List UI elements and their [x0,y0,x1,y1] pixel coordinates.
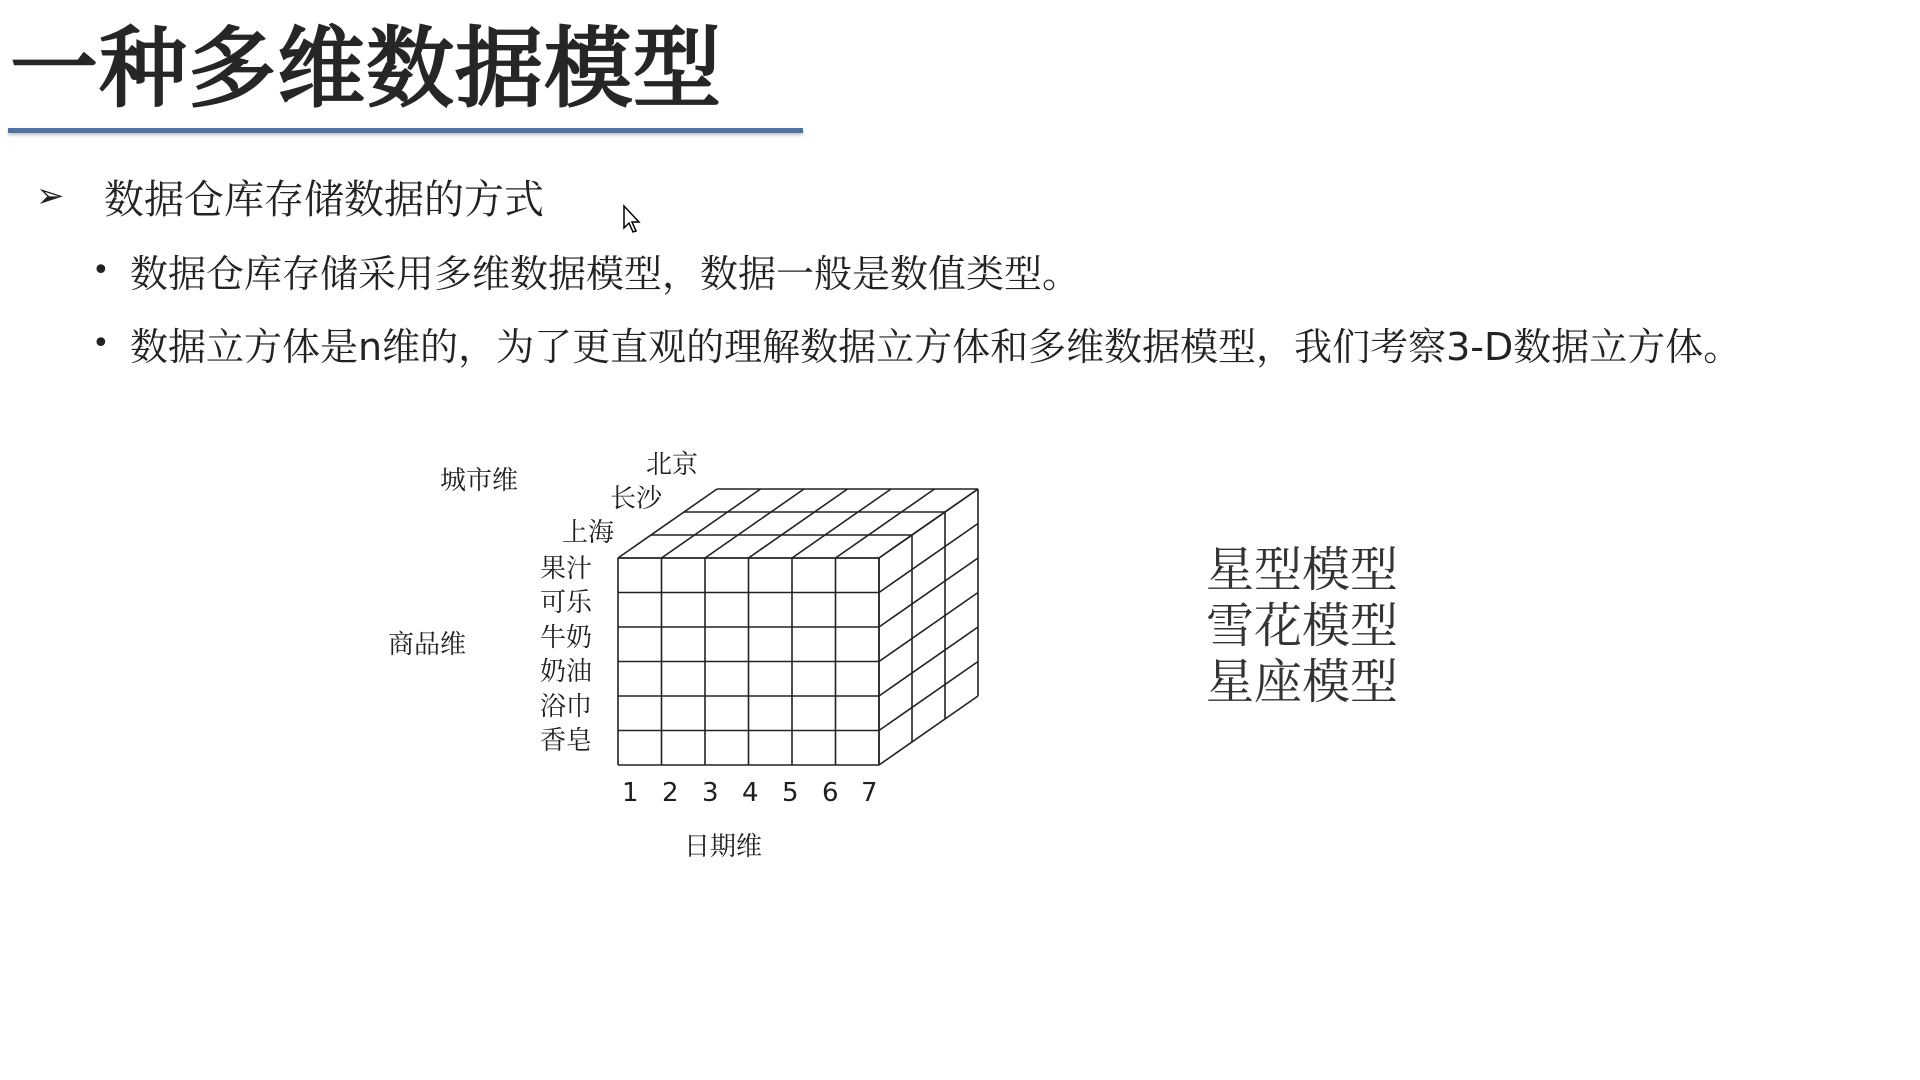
cube-grid-line [879,593,978,662]
product-axis-label: 商品维 [388,630,467,660]
cube-grid-line [879,662,978,731]
cube-grid-line [836,489,935,558]
product-label: 果汁 [540,554,593,584]
page-title: 一种多维数据模型 [10,17,723,120]
day-label: 4 [742,778,759,808]
dot-bullet-icon: • [92,252,110,288]
cube-grid-line [792,489,891,558]
date-axis-label: 日期维 [684,832,763,862]
cube-grid-line [749,489,848,558]
day-label: 3 [702,778,719,808]
product-label: 可乐 [540,588,593,618]
product-label: 浴巾 [540,692,593,722]
day-label: 7 [861,778,878,808]
cube-grid-line [879,524,978,593]
section-heading-text: 数据仓库存储数据的方式 [104,176,544,223]
product-label: 香皂 [540,726,593,756]
section-heading [36,170,544,222]
day-label: 1 [622,778,639,808]
arrow-bullet-icon: ➢ [36,176,65,216]
list-item [92,243,1080,297]
city-label: 长沙 [610,484,663,514]
city-label: 北京 [646,450,699,480]
day-label: 6 [822,778,839,808]
day-label: 2 [662,778,679,808]
model-list [1206,542,1398,710]
cube-grid-line [879,489,978,558]
list-item [92,316,1741,370]
snowflake-schema-label: 雪花模型 [1206,598,1399,654]
title-underline [8,128,803,133]
product-label: 奶油 [540,657,593,687]
mouse-cursor-icon [622,204,642,234]
cube-grid-line [705,489,804,558]
star-schema-label: 星型模型 [1206,542,1399,598]
list-item-text: 数据立方体是n维的，为了更直观的理解数据立方体和多维数据模型，我们考察3-D数据立方体。 [130,324,1742,369]
city-axis-label: 城市维 [440,466,519,496]
cube-grid-line [879,627,978,696]
data-cube-figure [370,440,1050,870]
product-label: 牛奶 [540,623,593,653]
cube-grid-line [662,489,761,558]
cube-grid-line [879,696,978,765]
list-item-text: 数据仓库存储采用多维数据模型，数据一般是数值类型。 [130,251,1081,296]
dot-bullet-icon: • [92,325,110,361]
day-label: 5 [782,778,799,808]
city-label: 上海 [562,518,615,548]
cube-grid-line [879,558,978,627]
constellation-schema-label: 星座模型 [1206,654,1399,710]
